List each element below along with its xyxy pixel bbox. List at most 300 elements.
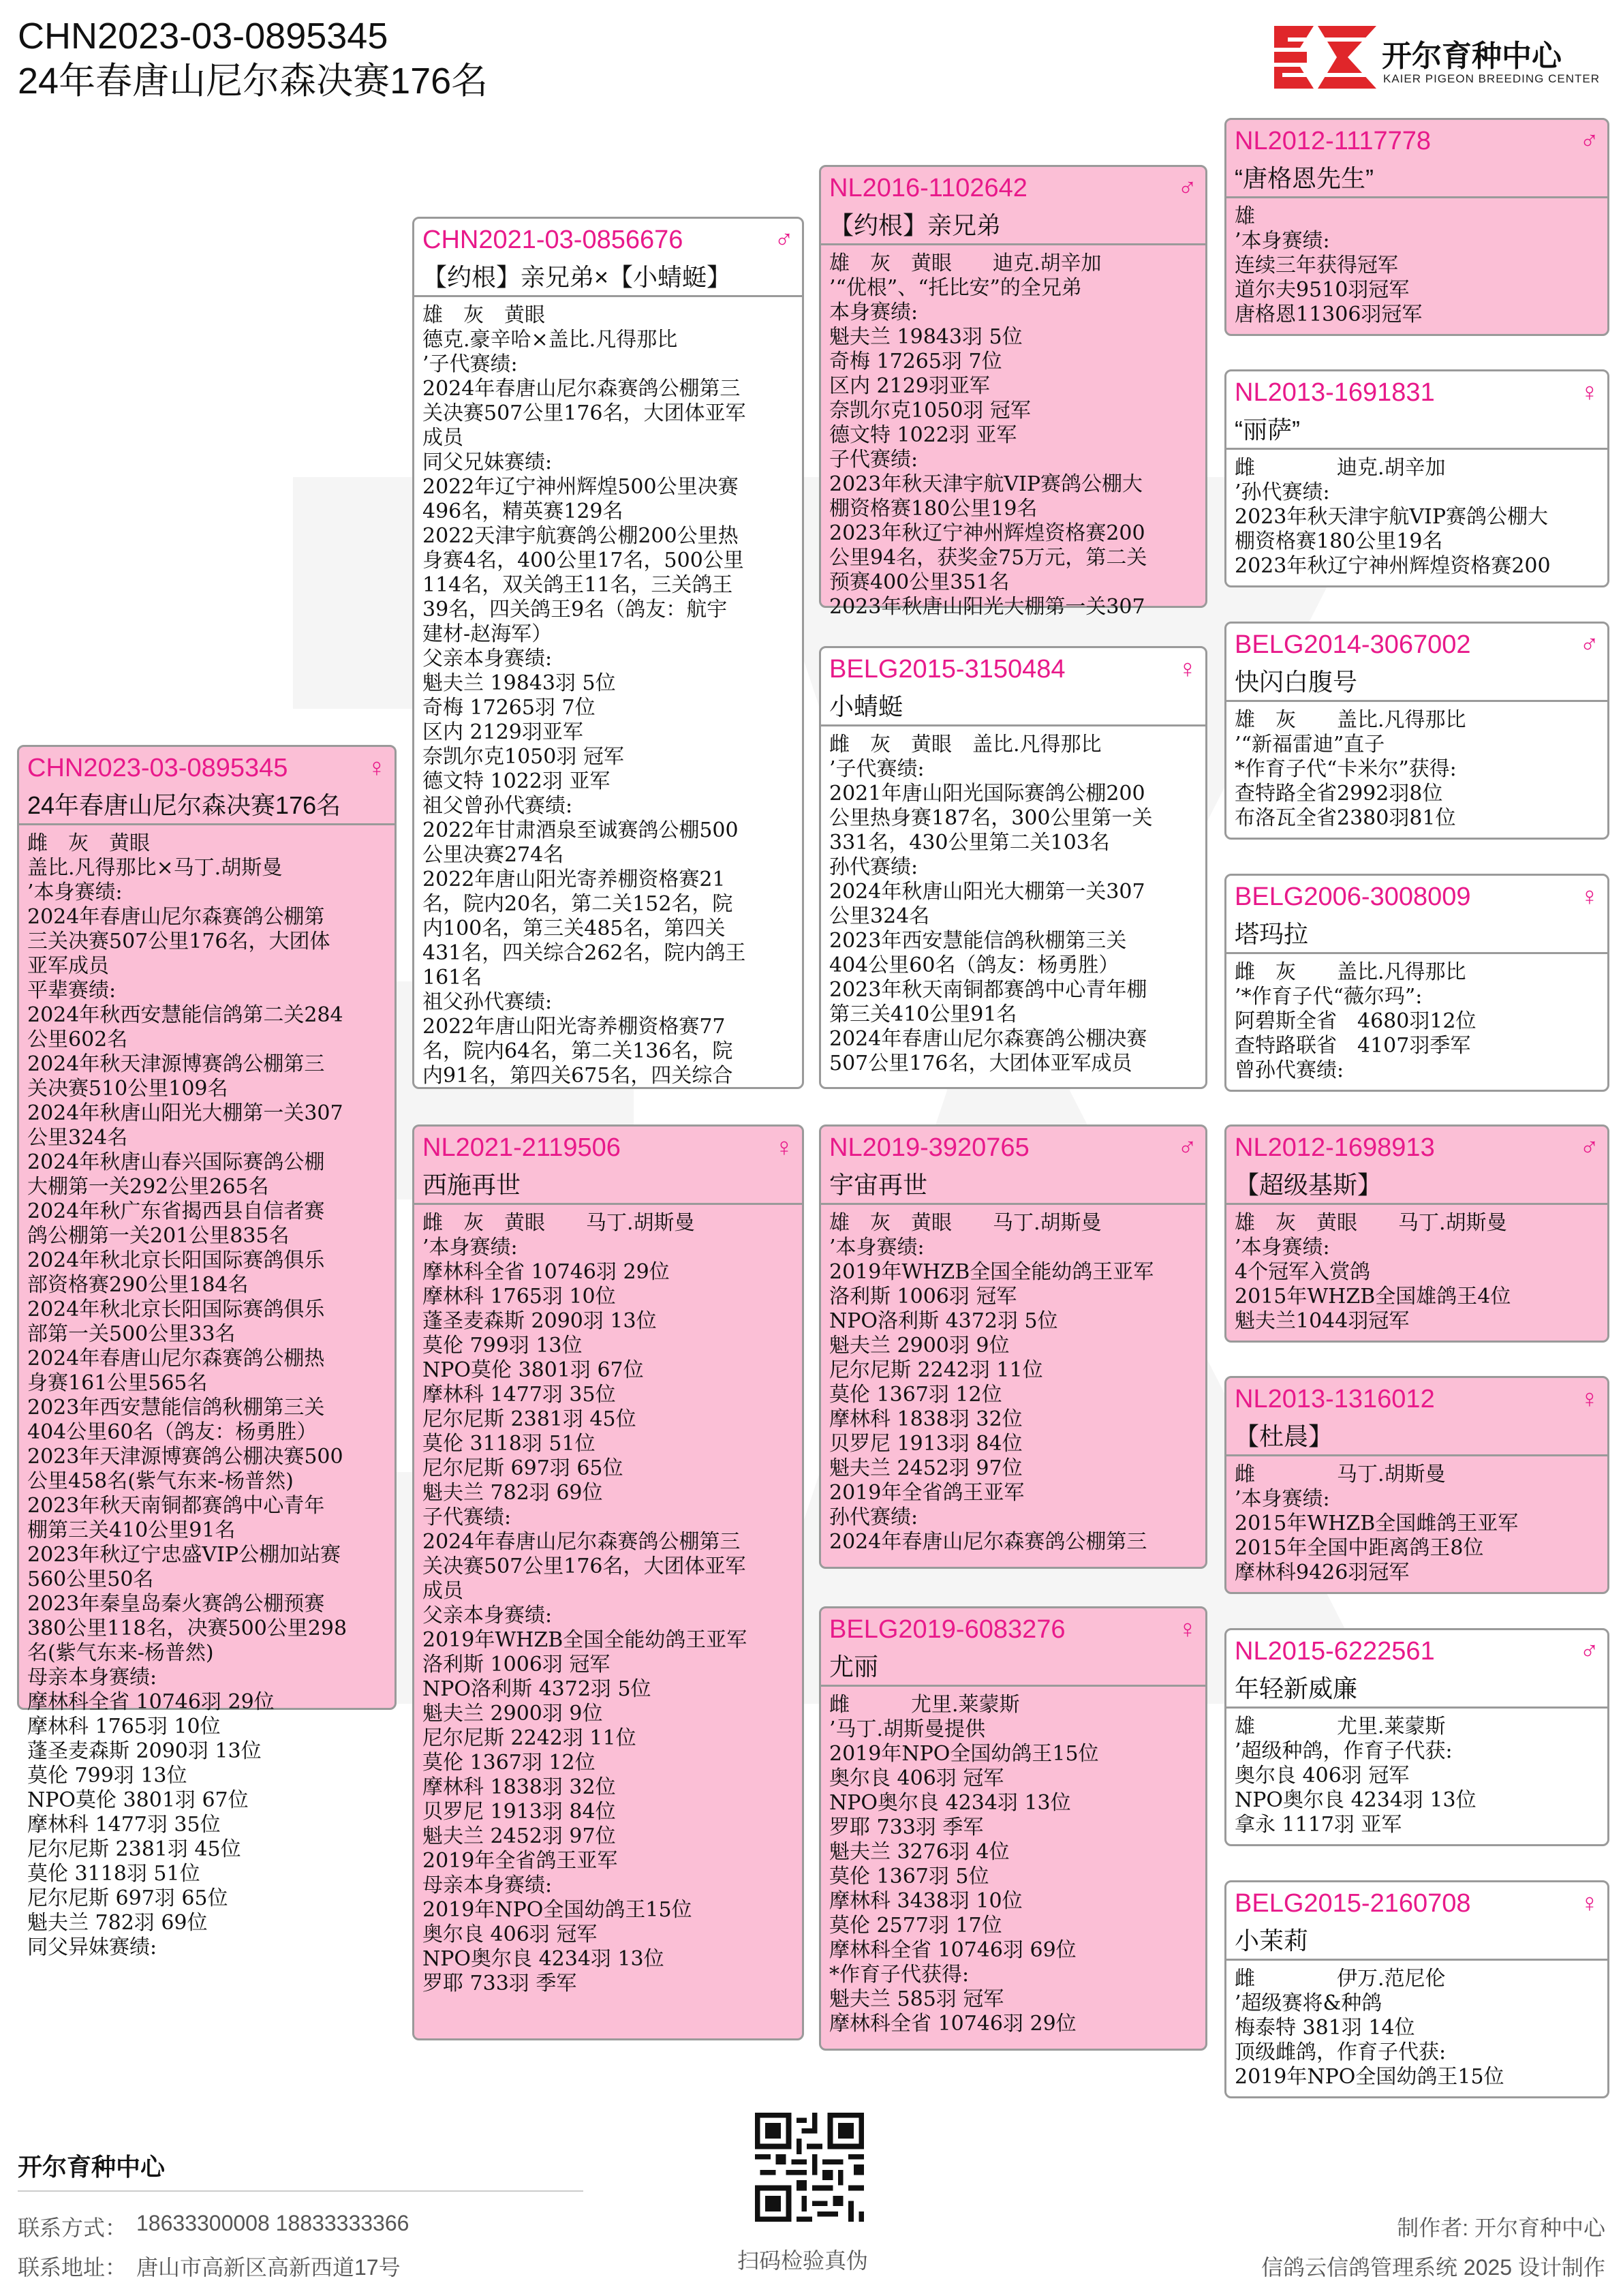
pigeon-name: 快闪白腹号 <box>1235 668 1358 696</box>
record-line: 2022年甘肃酒泉至诚赛鸽公棚500 <box>422 818 739 842</box>
record-line: 2024年春唐山尼尔森赛鸽公棚决赛 <box>829 1027 1147 1051</box>
record-line: 雌 灰 黄眼 盖比.凡得那比 <box>829 733 1102 756</box>
record-line: 2019年WHZB全国全能幼鸽王亚军 <box>829 1260 1154 1284</box>
record-line: 雄 尤里.莱蒙斯 <box>1235 1715 1446 1739</box>
record-line: 2021年唐山阳光国际赛鸽公棚200 <box>829 782 1145 806</box>
record-line: 摩林科 1765羽 10位 <box>422 1285 616 1308</box>
record-line: 莫伦 799羽 13位 <box>422 1334 583 1358</box>
pigeon-record <box>1235 1211 1602 1341</box>
sex-icon: ♀ <box>1579 378 1599 407</box>
sex-icon: ♀ <box>1579 1385 1599 1413</box>
record-line: 2024年春唐山尼尔森赛鸽公棚第三 <box>829 1530 1147 1554</box>
card-divider <box>821 1203 1205 1205</box>
record-line: 内91名，第四关675名，四关综合 <box>422 1064 733 1088</box>
pigeon-name: 【约根】亲兄弟×【小蜻蜓】 <box>422 263 732 291</box>
record-line: 公里458名(紫气东来-杨普然) <box>27 1469 294 1493</box>
pedigree-card-sss <box>1224 118 1609 336</box>
sex-icon: ♂ <box>1579 630 1599 659</box>
record-line: 2024年秋唐山阳光大棚第一关307 <box>829 880 1145 904</box>
record-line: 2023年秋唐山阳光大棚第一关307 <box>829 595 1145 619</box>
record-line: 成员 <box>422 1579 463 1603</box>
record-line: 尼尔尼斯 697羽 65位 <box>27 1886 228 1910</box>
sex-icon: ♂ <box>1579 1133 1599 1162</box>
pedigree-card-ssd <box>1224 369 1609 587</box>
record-line: 2023年秋天津宇航VIP赛鸽公棚大 <box>829 472 1143 496</box>
record-line: 查特路联省 4107羽季军 <box>1235 1034 1471 1058</box>
pigeon-name: 【约根】亲兄弟 <box>829 211 1002 239</box>
sex-icon: ♀ <box>1579 1889 1599 1918</box>
record-line: 39名，四关鸽王9名（鸽友：航宇 <box>422 598 728 622</box>
record-line: 同父兄妹赛绩: <box>422 450 553 474</box>
record-line: 魁夫兰 782羽 69位 <box>27 1911 208 1935</box>
record-line: 魁夫兰 19843羽 5位 <box>422 671 616 695</box>
record-line: 鸽公棚第一关201公里835名 <box>27 1224 290 1248</box>
sex-icon: ♂ <box>1177 174 1197 202</box>
record-line: 尼尔尼斯 2381羽 45位 <box>422 1407 636 1431</box>
record-line: 496名，精英赛129名 <box>422 500 623 523</box>
pedigree-card-main <box>17 745 397 1959</box>
pedigree-card-dss <box>1224 1124 1609 1343</box>
record-line: 雌 伊万.范尼伦 <box>1235 1967 1446 1991</box>
record-line: 摩林科全省 10746羽 29位 <box>422 1260 670 1284</box>
record-line: *作育子代“卡米尔”获得: <box>1235 757 1457 781</box>
record-line: 507公里176名，大团体亚军成员 <box>829 1052 1132 1075</box>
record-line: 2024年秋北京长阳国际赛鸽俱乐 <box>27 1298 325 1321</box>
record-line: 2023年秋天南铜都赛鸽中心青年棚 <box>829 978 1147 1002</box>
record-line: 平辈赛绩: <box>27 979 117 1002</box>
record-line: 2024年秋唐山春兴国际赛鸽公棚 <box>27 1150 325 1174</box>
pedigree-card-sd <box>819 646 1207 1089</box>
record-line: ’本身赛绩: <box>1235 229 1330 253</box>
record-line: 摩林科全省 10746羽 29位 <box>27 1690 275 1714</box>
record-line: ’本身赛绩: <box>829 1236 925 1259</box>
record-line: 魁夫兰 2900羽 9位 <box>829 1334 1010 1358</box>
record-line: 拿永 1117羽 亚军 <box>1235 1813 1402 1837</box>
record-line: 2024年秋西安慧能信鸽第二关284 <box>27 1003 343 1027</box>
record-line: 2015年WHZB全国雄鸽王4位 <box>1235 1285 1511 1308</box>
pigeon-name: 【杜晨】 <box>1235 1422 1333 1450</box>
record-line: 预赛400公里351名 <box>829 570 1010 594</box>
kaier-logo-icon <box>1274 26 1376 89</box>
footer <box>0 2113 1623 2296</box>
record-line: 唐格恩11306羽冠军 <box>1235 303 1423 326</box>
record-line: 棚资格赛180公里19名 <box>829 497 1038 521</box>
record-line: 2022年唐山阳光寄养棚资格赛77 <box>422 1015 726 1039</box>
pigeon-name: 年轻新威廉 <box>1235 1674 1358 1702</box>
pigeon-record <box>1235 456 1602 585</box>
record-line: ’*作育子代“薇尔玛”: <box>1235 985 1423 1009</box>
record-line: 雄 <box>1235 204 1255 228</box>
record-line: 三关决赛507公里176名，大团体 <box>27 930 330 953</box>
record-line: 雄 灰 黄眼 马丁.胡斯曼 <box>829 1211 1102 1235</box>
footer-divider <box>18 2190 583 2192</box>
record-line: 奥尔良 406羽 冠军 <box>422 1923 598 1946</box>
record-line: 部资格赛290公里184名 <box>27 1273 249 1297</box>
pedigree-card-ddd <box>1224 1880 1609 2098</box>
record-line: 2024年秋天津源博赛鸽公棚第三 <box>27 1052 325 1076</box>
record-line: 盖比.凡得那比×马丁.胡斯曼 <box>27 856 283 880</box>
record-line: 贝罗尼 1913羽 84位 <box>829 1432 1023 1456</box>
ring-number: BELG2015-2160708 <box>1235 1889 1471 1918</box>
record-line: 母亲本身赛绩: <box>27 1666 157 1689</box>
card-divider <box>19 823 395 825</box>
card-divider <box>1226 952 1607 954</box>
ring-number: NL2015-6222561 <box>1235 1637 1435 1666</box>
record-line: 曾孙代赛绩: <box>1235 1058 1344 1082</box>
pedigree-card-sdd <box>1224 874 1609 1092</box>
record-line: 2019年NPO全国幼鸽王15位 <box>422 1898 692 1922</box>
record-line: 莫伦 2577羽 17位 <box>829 1914 1002 1938</box>
record-line: NPO莫伦 3801羽 67位 <box>422 1358 644 1382</box>
record-line: 奇梅 17265羽 7位 <box>422 696 596 720</box>
record-line: 子代赛绩: <box>829 448 918 472</box>
record-line: 380公里118名，决赛500公里298 <box>27 1617 347 1640</box>
record-line: 331名，430公里第二关103名 <box>829 831 1110 855</box>
pedigree-card-dam <box>412 1124 804 2040</box>
record-line: 孙代赛绩: <box>829 855 918 879</box>
record-line: 第三关410公里91名 <box>829 1002 1017 1026</box>
record-line: 雄 灰 黄眼 迪克.胡辛加 <box>829 251 1102 275</box>
pigeon-record <box>1235 1463 1602 1592</box>
record-line: 雌 马丁.胡斯曼 <box>1235 1463 1446 1486</box>
record-line: 尼尔尼斯 2381羽 45位 <box>27 1837 241 1861</box>
record-line: 莫伦 3118羽 51位 <box>422 1432 596 1456</box>
record-line: 雌 灰 盖比.凡得那比 <box>1235 960 1466 984</box>
ring-number: BELG2015-3150484 <box>829 655 1066 684</box>
sex-icon: ♀ <box>1579 883 1599 911</box>
record-line: 魁夫兰 2452羽 97位 <box>829 1456 1023 1480</box>
record-line: 亚军成员 <box>27 954 109 978</box>
record-line: ’“优根”、“托比安”的全兄弟 <box>829 276 1082 300</box>
card-divider <box>821 724 1205 726</box>
record-line: 道尔夫9510羽冠军 <box>1235 278 1410 302</box>
pigeon-record <box>1235 1967 1602 2096</box>
pigeon-record <box>829 251 1200 619</box>
pedigree-card-dsd <box>1224 1376 1609 1594</box>
record-line: ’本身赛绩: <box>27 881 123 904</box>
record-line: 棚第三关410公里91名 <box>27 1518 236 1542</box>
record-line: ’“新福雷迪”直子 <box>1235 733 1385 756</box>
pigeon-name: 西施再世 <box>422 1171 521 1199</box>
record-line: 罗耶 733羽 季军 <box>422 1972 577 1995</box>
card-divider <box>1226 1203 1607 1205</box>
record-line: 祖父曾孙代赛绩: <box>422 794 573 818</box>
sex-icon: ♀ <box>1177 655 1197 684</box>
record-line: 查特路全省2992羽8位 <box>1235 782 1443 806</box>
pigeon-record <box>829 1693 1200 2049</box>
record-line: 魁夫兰1044羽冠军 <box>1235 1309 1410 1333</box>
record-line: NPO奥尔良 4234羽 13位 <box>829 1791 1071 1815</box>
record-line: 114名，双关鸽王11名，三关鸽王 <box>422 573 733 597</box>
pigeon-record <box>1235 204 1602 334</box>
pedigree-card-sire <box>412 217 804 1089</box>
sex-icon: ♀ <box>1177 1615 1197 1644</box>
ring-number: CHN2021-03-0856676 <box>422 226 683 254</box>
record-line: 棚资格赛180公里19名 <box>1235 530 1443 553</box>
record-line: 2022天津宇航赛鸽公棚200公里热 <box>422 524 739 548</box>
record-line: 成员 <box>422 426 463 450</box>
record-line: 区内 2129羽亚军 <box>422 720 583 744</box>
pigeon-name: “唐格恩先生” <box>1235 164 1374 192</box>
card-divider <box>1226 196 1607 198</box>
record-line: 同父异妹赛绩: <box>27 1935 157 1959</box>
header-title: 24年春唐山尼尔森决赛176名 <box>18 61 489 102</box>
record-line: ’本身赛绩: <box>422 1236 518 1259</box>
record-line: 摩林科9426羽冠军 <box>1235 1561 1410 1585</box>
record-line: 奥尔良 406羽 冠军 <box>1235 1764 1410 1788</box>
record-line: 莫伦 3118羽 51位 <box>27 1862 200 1886</box>
system-credit: 信鸽云信鸽管理系统 2025 设计制作 <box>1261 2255 1605 2280</box>
record-line: 2023年西安慧能信鸽秋棚第三关 <box>27 1396 325 1420</box>
record-line: 摩林科 3438羽 10位 <box>829 1889 1023 1913</box>
pedigree-card-dds <box>1224 1628 1609 1846</box>
record-line: 莫伦 799羽 13位 <box>27 1764 187 1788</box>
record-line: 摩林科全省 10746羽 69位 <box>829 1938 1077 1962</box>
record-line: 2022年唐山阳光寄养棚资格赛21 <box>422 868 726 891</box>
record-line: 魁夫兰 782羽 69位 <box>422 1481 603 1505</box>
record-line: 德文特 1022羽 亚军 <box>829 423 1017 447</box>
record-line: 2024年秋北京长阳国际赛鸽俱乐 <box>27 1249 325 1272</box>
pigeon-name: 小蜻蜓 <box>829 692 903 720</box>
ring-number: NL2016-1102642 <box>829 174 1027 202</box>
ring-number: NL2013-1691831 <box>1235 378 1435 407</box>
ring-number: NL2021-2119506 <box>422 1133 621 1162</box>
pigeon-name: 塔玛拉 <box>1235 920 1309 948</box>
record-line: 公里602名 <box>27 1028 128 1052</box>
pigeon-name: 宇宙再世 <box>829 1171 928 1199</box>
card-divider <box>1226 1959 1607 1961</box>
record-line: 连续三年获得冠军 <box>1235 254 1398 277</box>
record-line: 摩林科全省 10746羽 29位 <box>829 2012 1077 2036</box>
record-line: 431名，四关综合262名，院内鸽王 <box>422 941 746 965</box>
record-line: 母亲本身赛绩: <box>422 1873 553 1897</box>
contact-phone: 18633300008 18833333366 <box>136 2211 409 2235</box>
pigeon-record <box>1235 1715 1602 1844</box>
ring-number: NL2013-1316012 <box>1235 1385 1435 1413</box>
qr-code-icon[interactable] <box>755 2113 864 2222</box>
record-line: 摩林科 1765羽 10位 <box>27 1715 221 1739</box>
pigeon-record <box>829 733 1200 1087</box>
record-line: 德文特 1022羽 亚军 <box>422 769 610 793</box>
record-line: *作育子代获得: <box>829 1963 970 1987</box>
record-line: 4个冠军入赏鸽 <box>1235 1260 1371 1284</box>
footer-company: 开尔育种中心 <box>18 2153 166 2181</box>
pigeon-name: 【超级基斯】 <box>1235 1171 1382 1199</box>
pigeon-record <box>1235 708 1602 838</box>
record-line: 摩林科 1477羽 35位 <box>27 1813 221 1837</box>
pigeon-name: 24年春唐山尼尔森决赛176名 <box>27 791 341 819</box>
brand-logo <box>1274 26 1608 94</box>
record-line: 404公里60名（鸽友：杨勇胜） <box>829 953 1119 977</box>
ring-number: NL2019-3920765 <box>829 1133 1030 1162</box>
record-line: 2024年春唐山尼尔森赛鸽公棚第 <box>27 905 325 929</box>
ring-number: BELG2019-6083276 <box>829 1615 1066 1644</box>
record-line: 名，院内20名，第二关152名，院 <box>422 892 733 916</box>
record-line: 名(紫气东来-杨普然) <box>27 1641 214 1665</box>
contact-label: 联系方式： <box>18 2216 127 2240</box>
record-line: 2015年WHZB全国雌鸽王亚军 <box>1235 1512 1519 1535</box>
record-line: 尼尔尼斯 2242羽 11位 <box>829 1358 1043 1382</box>
record-line: ’本身赛绩: <box>1235 1236 1330 1259</box>
record-line: ’子代赛绩: <box>422 352 518 376</box>
record-line: 关决赛507公里176名，大团体亚军 <box>422 1555 746 1578</box>
record-line: 魁夫兰 585羽 冠军 <box>829 1987 1004 2011</box>
record-line: ’孙代赛绩: <box>1235 480 1330 504</box>
record-line: 2024年秋唐山阳光大棚第一关307 <box>27 1101 343 1125</box>
ring-number: NL2012-1117778 <box>1235 127 1432 155</box>
record-line: 2019年全省鸽王亚军 <box>422 1849 618 1873</box>
pedigree-card-ss <box>819 165 1207 619</box>
record-line: 摩林科 1838羽 32位 <box>829 1407 1023 1431</box>
record-line: 魁夫兰 2452羽 97位 <box>422 1824 616 1848</box>
record-line: 建材-赵海军） <box>422 622 553 646</box>
record-line: ’超级赛将&种鸽 <box>1235 1991 1382 2015</box>
sex-icon: ♀ <box>774 1133 794 1162</box>
card-divider <box>1226 1454 1607 1456</box>
record-line: 2023年西安慧能信鸽秋棚第三关 <box>829 929 1127 953</box>
record-line: 贝罗尼 1913羽 84位 <box>422 1800 616 1824</box>
ring-number: CHN2023-03-0895345 <box>27 754 288 782</box>
record-line: 2024年秋广东省揭西县自信者赛 <box>27 1199 325 1223</box>
record-line: 身赛161公里565名 <box>27 1371 208 1395</box>
sex-icon: ♀ <box>367 754 386 782</box>
ring-number: NL2012-1698913 <box>1235 1133 1435 1162</box>
record-line: 雌 灰 黄眼 马丁.胡斯曼 <box>422 1211 695 1235</box>
record-line: 身赛4名，400公里17名，500公里 <box>422 549 744 572</box>
record-line: 2022年辽宁神州辉煌500公里决赛 <box>422 475 739 499</box>
record-line: 2023年天津源博赛鸽公棚决赛500 <box>27 1445 343 1469</box>
record-line: NPO洛利斯 4372羽 5位 <box>829 1309 1058 1333</box>
record-line: 德克.豪辛哈×盖比.凡得那比 <box>422 328 678 352</box>
record-line: 2019年NPO全国幼鸽王15位 <box>1235 2065 1504 2089</box>
record-line: 2023年秋天津宇航VIP赛鸽公棚大 <box>1235 505 1549 529</box>
record-line: ’子代赛绩: <box>829 757 925 781</box>
record-line: 魁夫兰 19843羽 5位 <box>829 325 1023 349</box>
logo-subtext: KAIER PIGEON BREEDING CENTER <box>1383 72 1600 85</box>
address-label: 联系地址： <box>18 2255 127 2280</box>
logo-text: 开尔育种中心 <box>1382 40 1562 73</box>
record-line: 尼尔尼斯 697羽 65位 <box>422 1456 623 1480</box>
header-ring: CHN2023-03-0895345 <box>18 16 388 57</box>
record-line: 2019年WHZB全国全能幼鸽王亚军 <box>422 1628 747 1652</box>
record-line: 奈凯尔克1050羽 冠军 <box>422 745 624 769</box>
record-line: 内100名，第三关485名，第四关 <box>422 917 726 940</box>
record-line: 公里324名 <box>27 1126 128 1150</box>
pedigree-card-ds <box>819 1124 1207 1569</box>
pigeon-name: “丽萨” <box>1235 416 1300 444</box>
sex-icon: ♂ <box>774 226 794 254</box>
card-divider <box>821 1685 1205 1687</box>
pigeon-name: 小茉莉 <box>1235 1927 1309 1955</box>
record-line: 2019年全省鸽王亚军 <box>829 1481 1025 1505</box>
record-line: 2023年秦皇岛秦火赛鸽公棚预赛 <box>27 1592 325 1616</box>
pigeon-record <box>1235 960 1602 1090</box>
record-line: 魁夫兰 2900羽 9位 <box>422 1702 603 1726</box>
record-line: 洛利斯 1006羽 冠军 <box>422 1653 610 1677</box>
record-line: 名，院内64名，第二关136名，院 <box>422 1039 733 1063</box>
pigeon-record <box>422 1211 797 2038</box>
record-line: 父亲本身赛绩: <box>422 647 553 671</box>
sex-icon: ♂ <box>1579 1637 1599 1666</box>
pedigree-card-dd <box>819 1606 1207 2051</box>
record-line: 2023年秋辽宁神州辉煌资格赛200 <box>1235 554 1551 578</box>
record-line: 父亲本身赛绩: <box>422 1604 553 1627</box>
record-line: 子代赛绩: <box>422 1505 512 1529</box>
pedigree-card-sds <box>1224 622 1609 840</box>
record-line: 关决赛507公里176名，大团体亚军 <box>422 401 746 425</box>
record-line: 2019年NPO全国幼鸽王15位 <box>829 1742 1099 1766</box>
record-line: 公里94名，获奖金75万元，第二关 <box>829 546 1147 570</box>
record-line: 梅泰特 381羽 14位 <box>1235 2016 1415 2040</box>
record-line: 雄 灰 黄眼 <box>422 303 545 327</box>
record-line: 摩林科 1477羽 35位 <box>422 1383 616 1407</box>
record-line: 摩林科 1838羽 32位 <box>422 1775 616 1799</box>
record-line: 莫伦 1367羽 12位 <box>829 1383 1002 1407</box>
record-line: 莫伦 1367羽 5位 <box>829 1865 989 1888</box>
record-line: 罗耶 733羽 季军 <box>829 1816 984 1839</box>
pigeon-record <box>422 303 797 1087</box>
record-line: NPO莫伦 3801羽 67位 <box>27 1788 249 1812</box>
record-line: 2024年春唐山尼尔森赛鸽公棚第三 <box>422 377 741 401</box>
page-header <box>18 14 488 104</box>
record-line: 布洛瓦全省2380羽81位 <box>1235 806 1456 830</box>
record-line: 2015年全国中距离鸽王8位 <box>1235 1536 1484 1560</box>
record-line: 洛利斯 1006羽 冠军 <box>829 1285 1017 1308</box>
record-line: ’本身赛绩: <box>1235 1487 1330 1511</box>
record-line: 雄 灰 盖比.凡得那比 <box>1235 708 1466 732</box>
record-line: 雄 灰 黄眼 马丁.胡斯曼 <box>1235 1211 1507 1235</box>
record-line: 大棚第一关292公里265名 <box>27 1175 269 1199</box>
record-line: 部第一关500公里33名 <box>27 1322 236 1346</box>
address: 唐山市高新区高新西道17号 <box>136 2255 401 2280</box>
record-line: 奈凯尔克1050羽 冠军 <box>829 399 1031 423</box>
record-line: 顶级雌鸽，作育子代获: <box>1235 2040 1447 2064</box>
card-divider <box>1226 448 1607 450</box>
ring-number: BELG2014-3067002 <box>1235 630 1471 659</box>
record-line: 奥尔良 406羽 冠军 <box>829 1766 1004 1790</box>
record-line: 雌 尤里.莱蒙斯 <box>829 1693 1020 1717</box>
ring-number: BELG2006-3008009 <box>1235 883 1471 911</box>
record-line: 奇梅 17265羽 7位 <box>829 350 1002 373</box>
record-line: 蓬圣麦森斯 2090羽 13位 <box>27 1739 262 1763</box>
record-line: 404公里60名（鸽友：杨勇胜） <box>27 1420 318 1444</box>
record-line: 蓬圣麦森斯 2090羽 13位 <box>422 1309 657 1333</box>
card-divider <box>414 295 802 297</box>
record-line: 161名 <box>422 966 482 990</box>
card-divider <box>414 1203 802 1205</box>
record-line: 本身赛绩: <box>829 301 918 324</box>
maker: 制作者: 开尔育种中心 <box>1397 2216 1605 2240</box>
record-line: NPO奥尔良 4234羽 13位 <box>1235 1788 1477 1812</box>
record-line: NPO洛利斯 4372羽 5位 <box>422 1677 651 1701</box>
sex-icon: ♂ <box>1579 127 1599 155</box>
sex-icon: ♂ <box>1177 1133 1197 1162</box>
pigeon-record <box>829 1211 1200 1567</box>
record-line: 孙代赛绩: <box>829 1505 918 1529</box>
record-line: 阿碧斯全省 4680羽12位 <box>1235 1009 1477 1033</box>
record-line: 2023年秋天南铜都赛鸽中心青年 <box>27 1494 325 1518</box>
qr-caption: 扫码检验真伪 <box>737 2248 869 2273</box>
record-line: 2023年秋辽宁忠盛VIP公棚加站赛 <box>27 1543 341 1567</box>
record-line: NPO奥尔良 4234羽 13位 <box>422 1947 664 1971</box>
record-line: 2024年春唐山尼尔森赛鸽公棚第三 <box>422 1530 741 1554</box>
card-divider <box>821 243 1205 245</box>
record-line: 2024年春唐山尼尔森赛鸽公棚热 <box>27 1347 325 1371</box>
card-divider <box>1226 700 1607 702</box>
record-line: 祖父孙代赛绩: <box>422 990 553 1014</box>
record-line: 莫伦 1367羽 12位 <box>422 1751 596 1775</box>
record-line: 尼尔尼斯 2242羽 11位 <box>422 1726 636 1750</box>
